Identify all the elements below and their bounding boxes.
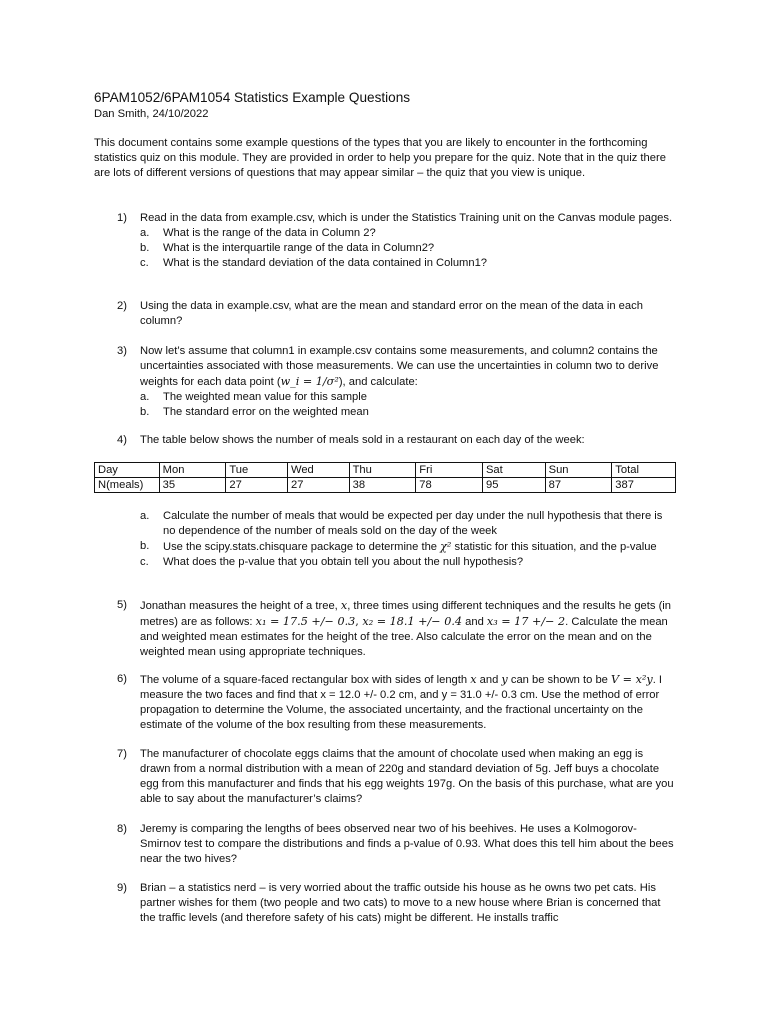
question-text bbox=[140, 344, 675, 390]
text-segment: statistic for this situation, and the p-value bbox=[451, 541, 657, 553]
weight-formula: w_i = 1/σ² bbox=[280, 375, 339, 388]
question-number: 2) bbox=[117, 300, 127, 312]
question-text: Using the data in example.csv, what are the mean and standard error on the mean of the data in each column? bbox=[140, 300, 643, 327]
variable-x: x bbox=[470, 673, 477, 686]
question-number: 7) bbox=[117, 748, 127, 760]
question-3 bbox=[117, 344, 675, 420]
sub-question-c bbox=[140, 555, 675, 570]
text-segment: The volume of a square-faced rectangular box with sides of length bbox=[140, 674, 471, 686]
table-cell: N(meals) bbox=[95, 478, 160, 493]
question-number: 5) bbox=[117, 599, 127, 611]
table-cell: 27 bbox=[287, 478, 349, 493]
text-segment: ), and calculate: bbox=[338, 376, 418, 388]
author-date: Dan Smith, 24/10/2022 bbox=[94, 108, 209, 120]
table-cell: Tue bbox=[226, 463, 288, 478]
question-number: 6) bbox=[117, 673, 127, 685]
question-text bbox=[140, 672, 675, 733]
table-cell: 38 bbox=[349, 478, 416, 493]
text-segment: can be shown to be bbox=[507, 674, 611, 686]
measurement-x2: x₂ = 18.1 +/− 0.4 bbox=[362, 615, 463, 628]
sub-label: a. bbox=[140, 227, 150, 239]
question-6 bbox=[117, 672, 675, 733]
question-number: 9) bbox=[117, 882, 127, 894]
table-cell: 27 bbox=[226, 478, 288, 493]
question-4 bbox=[117, 433, 675, 448]
sub-label: b. bbox=[140, 540, 150, 552]
table-cell: Day bbox=[95, 463, 160, 478]
sub-text: The standard error on the weighted mean bbox=[163, 406, 369, 418]
text-segment: . Calculate the mean and weighted mean estimates for the height of the tree. Also calculate the error on the mean and on the weighted mean using appropriate techniques. bbox=[140, 616, 668, 658]
question-number: 1) bbox=[117, 212, 127, 224]
question-9 bbox=[117, 881, 675, 926]
chi-squared-symbol: χ² bbox=[440, 540, 452, 553]
text-segment: Jonathan measures the height of a tree, bbox=[140, 600, 341, 612]
table-cell: Wed bbox=[287, 463, 349, 478]
question-text: The manufacturer of chocolate eggs claims that the amount of chocolate used when making an egg is drawn from a normal distribution with a mean of 220g and standard deviation of 5g. Jeff buys a chocolate egg from this manufacturer and finds that his egg weights 197g. On the basis of this purchase, what are you able to say about the manufacturer’s claims? bbox=[140, 748, 674, 805]
intro-paragraph: This document contains some example questions of the types that you are likely to encounter in the forthcoming statistics quiz on this module. They are provided in order to help you prepare for the quiz. Note that in the quiz there are lots of different versions of questions that may appear similar – the quiz that you view is unique. bbox=[94, 137, 666, 179]
question-text: Brian – a statistics nerd – is very worried about the traffic outside his house as he owns two pet cats. His partner wishes for them (two people and two cats) to move to a new house where Brian is concerned that the traffic levels (and therefore safety of his cats) might be different. He installs traffic bbox=[140, 882, 661, 924]
measurement-x1: x₁ = 17.5 +/− 0.3 bbox=[255, 615, 356, 628]
table-cell: 387 bbox=[612, 478, 676, 493]
table-cell: Fri bbox=[416, 463, 483, 478]
meals-table bbox=[94, 462, 676, 493]
question-text bbox=[140, 598, 675, 660]
volume-formula: V = x²y bbox=[611, 673, 653, 686]
text-segment: . I measure the two faces and find that x = 12.0 +/- 0.2 cm, and y = 31.0 +/- 0.3 cm. Use the method of error propagation to determine the Volume, the associated uncertainty, and the fractional uncertainty on the estimate of the volume of the box resulting from these measurements. bbox=[140, 674, 663, 731]
question-text: The table below shows the number of meals sold in a restaurant on each day of the week: bbox=[140, 434, 585, 446]
sub-label: b. bbox=[140, 406, 150, 418]
table-row bbox=[95, 478, 676, 493]
sub-text: What is the standard deviation of the data contained in Column1? bbox=[163, 257, 488, 269]
sub-label: a. bbox=[140, 510, 150, 522]
sub-question-a bbox=[140, 390, 675, 405]
sub-question-a bbox=[140, 509, 675, 539]
document-title: 6PAM1052/6PAM1054 Statistics Example Questions bbox=[94, 90, 411, 105]
question-7 bbox=[117, 747, 675, 807]
sub-text: What does the p-value that you obtain tell you about the null hypothesis? bbox=[163, 556, 524, 568]
question-8 bbox=[117, 822, 675, 867]
table-cell: 87 bbox=[545, 478, 612, 493]
variable-y: y bbox=[501, 673, 508, 686]
table-header-row bbox=[95, 463, 676, 478]
sub-question-b bbox=[140, 405, 675, 420]
table-cell: Thu bbox=[349, 463, 416, 478]
text-segment: , three times using different techniques and the results he gets (in metres) are as follows: bbox=[140, 600, 672, 628]
table-cell: 78 bbox=[416, 478, 483, 493]
table-cell: 35 bbox=[159, 478, 226, 493]
question-text: Read in the data from example.csv, which is under the Statistics Training unit on the Canvas module pages. bbox=[140, 212, 673, 224]
question-number: 3) bbox=[117, 345, 127, 357]
table-cell: 95 bbox=[482, 478, 545, 493]
separator: , bbox=[355, 615, 363, 628]
sub-label: c. bbox=[140, 556, 149, 568]
text-segment: and bbox=[462, 616, 487, 628]
text-segment: and bbox=[476, 674, 502, 686]
measurement-x3: x₃ = 17 +/− 2 bbox=[486, 615, 566, 628]
table-cell: Mon bbox=[159, 463, 226, 478]
sub-text: Calculate the number of meals that would be expected per day under the null hypothesis that there is no dependence of the number of meals sold on the day of the week bbox=[163, 510, 663, 537]
question-5 bbox=[117, 598, 675, 660]
question-number: 4) bbox=[117, 434, 127, 446]
question-2 bbox=[117, 299, 675, 329]
question-text: Jeremy is comparing the lengths of bees observed near two of his beehives. He uses a Kolmogorov-Smirnov test to compare the distributions and finds a p-value of 0.93. What does this tell him about the bees near the two hives? bbox=[140, 823, 674, 865]
sub-text: What is the range of the data in Column 2? bbox=[163, 227, 376, 239]
sub-label: b. bbox=[140, 242, 150, 254]
sub-text: What is the interquartile range of the data in Column2? bbox=[163, 242, 435, 254]
table-cell: Sat bbox=[482, 463, 545, 478]
question-4-subs bbox=[140, 509, 675, 570]
question-1 bbox=[117, 211, 675, 271]
text-segment: Use the scipy.stats.chisquare package to determine the bbox=[163, 541, 441, 553]
variable-x: x bbox=[340, 599, 348, 612]
table-cell: Total bbox=[612, 463, 676, 478]
text-segment: Now let’s assume that column1 in example.csv contains some measurements, and column2 contains the uncertainties associated with those measurements. We can use the uncertainties in column two to derive weights for each data point ( bbox=[140, 345, 659, 388]
sub-label: c. bbox=[140, 257, 149, 269]
sub-question-b bbox=[140, 241, 675, 256]
sub-label: a. bbox=[140, 391, 150, 403]
sub-text: The weighted mean value for this sample bbox=[163, 391, 367, 403]
sub-question-b bbox=[140, 539, 675, 555]
table-cell: Sun bbox=[545, 463, 612, 478]
sub-question-a bbox=[140, 226, 675, 241]
question-number: 8) bbox=[117, 823, 127, 835]
sub-question-c bbox=[140, 256, 675, 271]
